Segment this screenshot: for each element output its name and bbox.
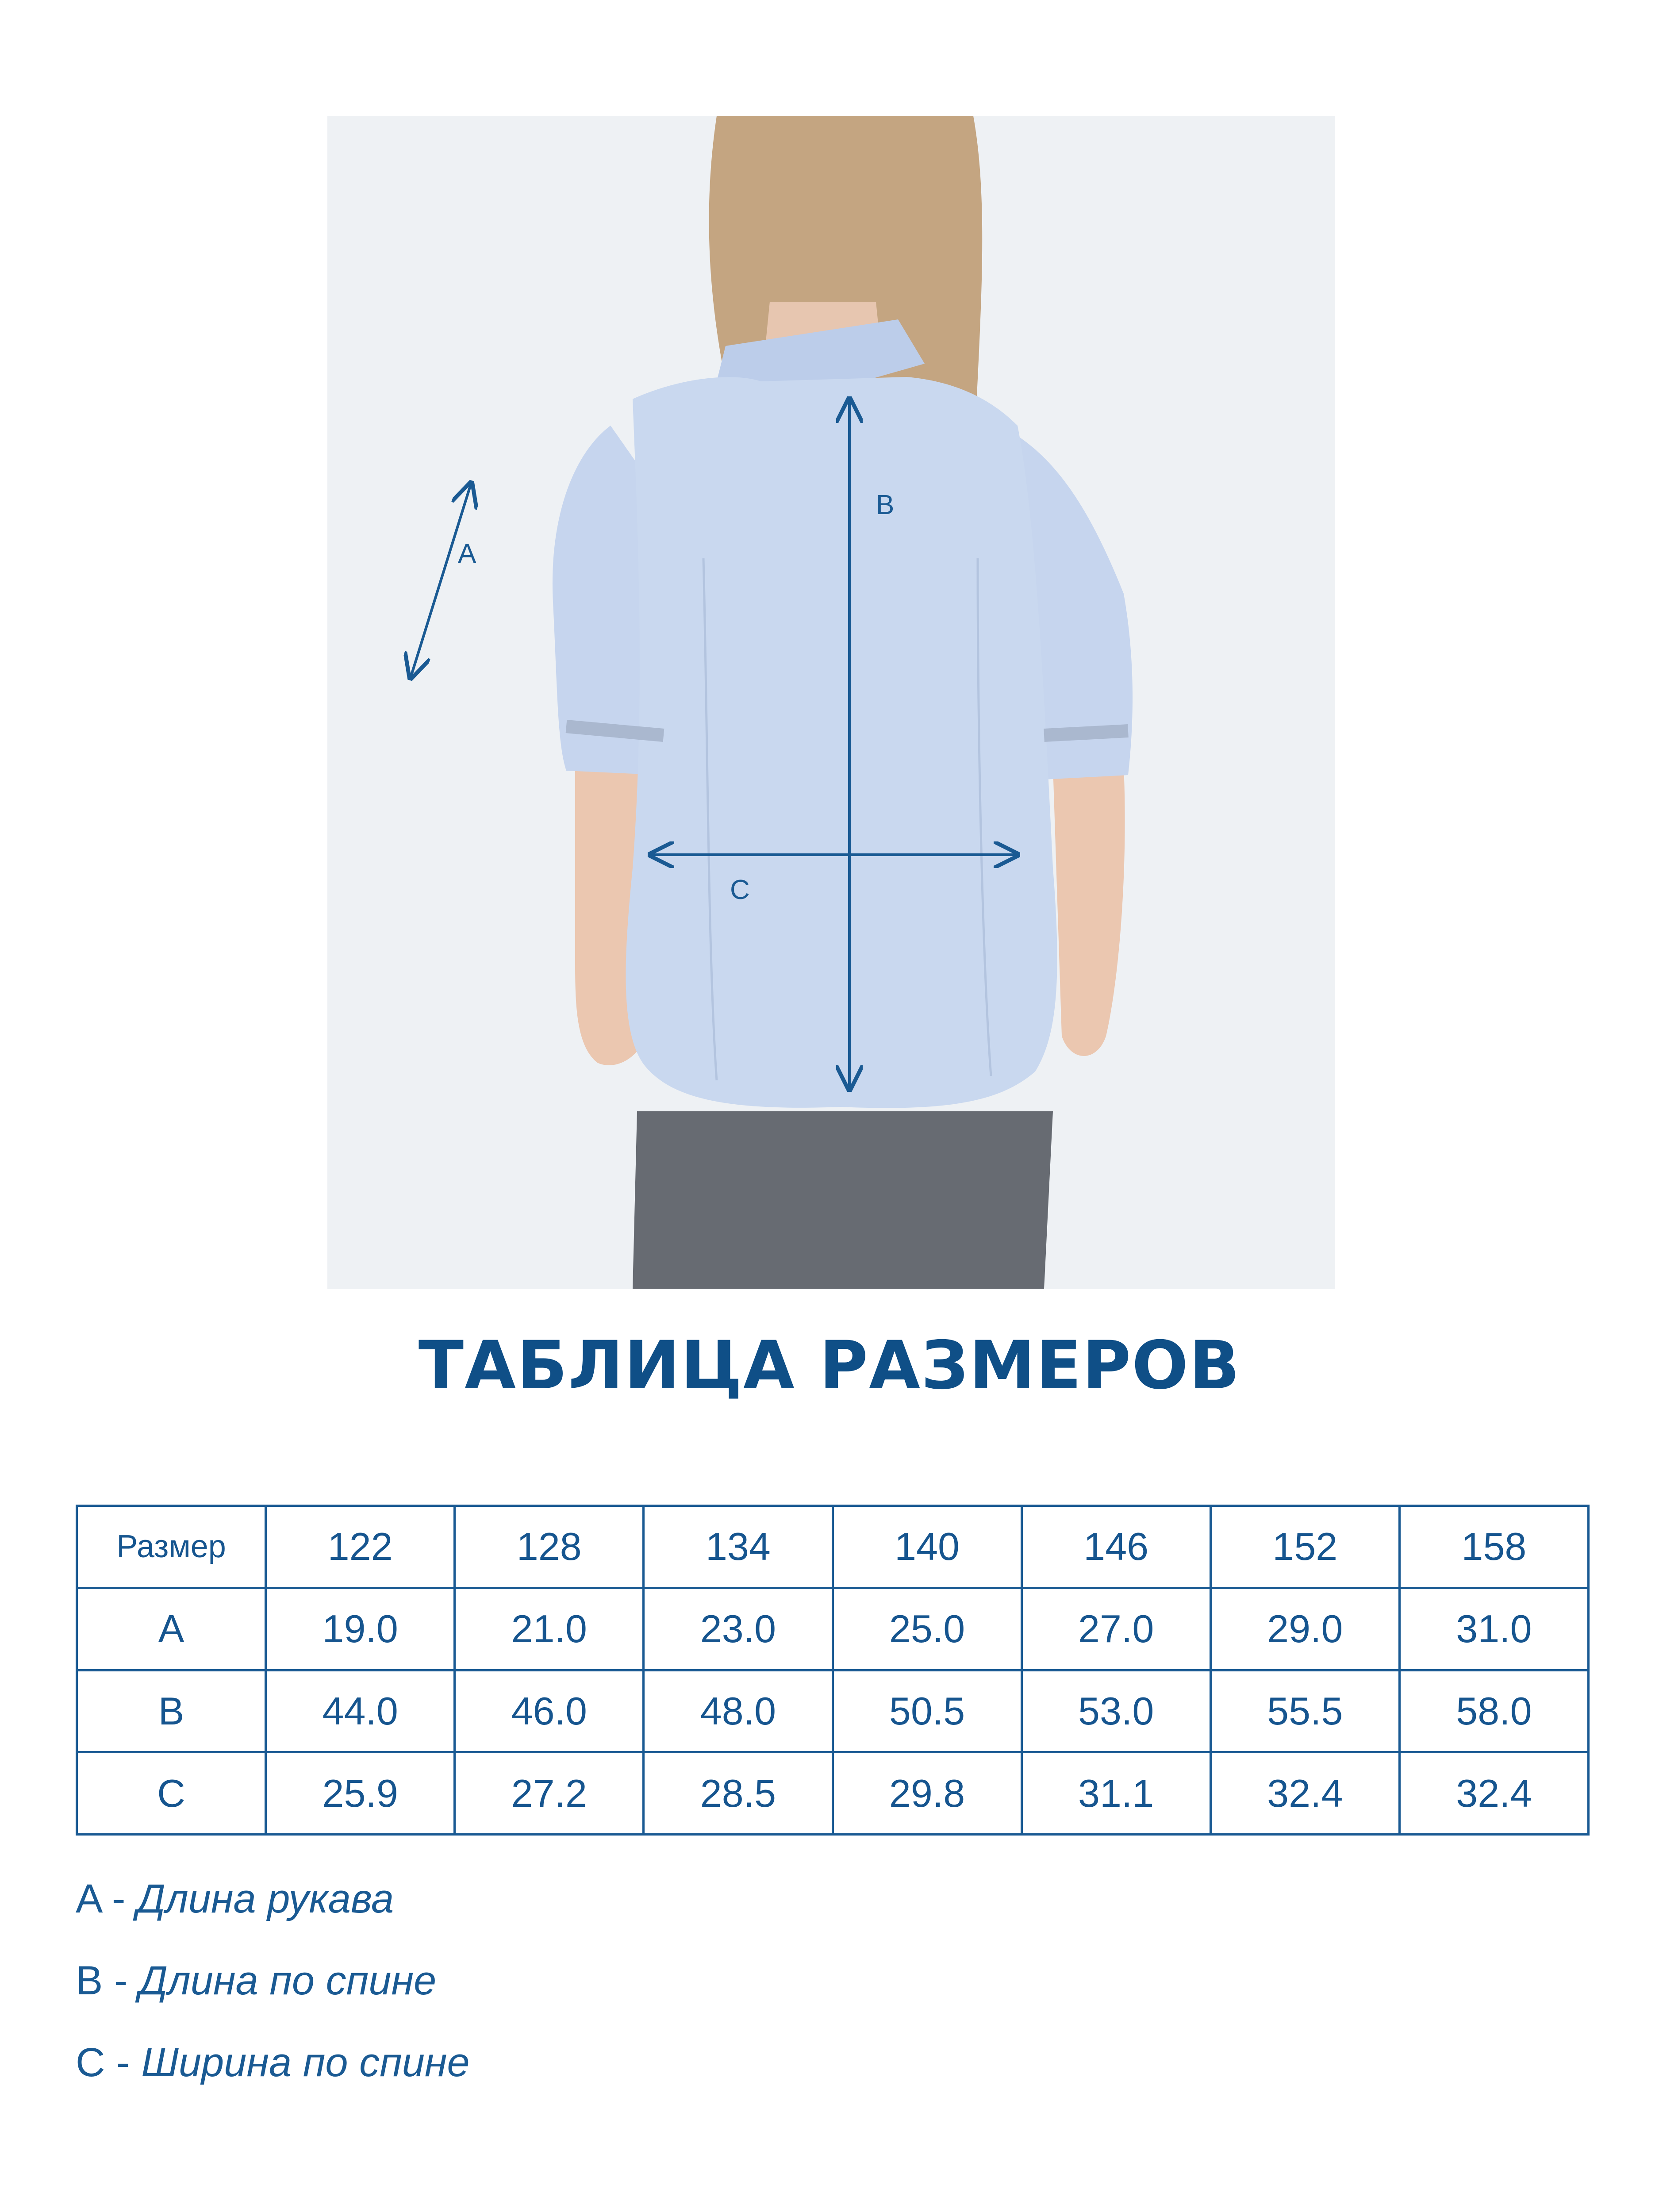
value-cell: 48.0 <box>644 1670 833 1752</box>
size-cell: 152 <box>1210 1506 1399 1588</box>
value-cell: 44.0 <box>266 1670 455 1752</box>
value-cell: 32.4 <box>1210 1752 1399 1835</box>
size-table-title: ТАБЛИЦА РАЗМЕРОВ <box>418 1327 1241 1404</box>
blouse-back-illustration <box>327 116 1335 1289</box>
value-cell: 27.2 <box>455 1752 644 1835</box>
size-cell: 134 <box>644 1506 833 1588</box>
legend-text: Длина рукава <box>137 1876 394 1921</box>
value-cell: 50.5 <box>833 1670 1022 1752</box>
table-row <box>77 1752 1589 1835</box>
value-cell: 19.0 <box>266 1588 455 1670</box>
measure-b-label: B <box>876 490 895 520</box>
legend-item-c <box>76 2039 470 2086</box>
value-cell: 21.0 <box>455 1588 644 1670</box>
right-arm <box>1053 766 1125 1056</box>
value-cell: 53.0 <box>1022 1670 1210 1752</box>
value-cell: 23.0 <box>644 1588 833 1670</box>
legend-item-b <box>76 1958 436 2004</box>
size-table <box>76 1505 1590 1836</box>
legend-key: C - <box>76 2040 130 2085</box>
table-row <box>77 1670 1589 1752</box>
size-cell: 158 <box>1399 1506 1588 1588</box>
skirt-shape <box>633 1111 1053 1289</box>
value-cell: 29.8 <box>833 1752 1022 1835</box>
value-cell: 29.0 <box>1210 1588 1399 1670</box>
size-cell: 122 <box>266 1506 455 1588</box>
value-cell: 32.4 <box>1399 1752 1588 1835</box>
measure-a-arrow <box>411 483 471 678</box>
legend-text: Ширина по спине <box>141 2040 470 2085</box>
right-cuff-trim <box>1044 731 1128 735</box>
measure-c-label: C <box>730 875 750 905</box>
left-cuff-trim <box>566 726 664 735</box>
measure-a-label: A <box>458 538 476 569</box>
legend-item-a <box>76 1876 394 1922</box>
row-label-cell: C <box>77 1752 266 1835</box>
value-cell: 31.0 <box>1399 1588 1588 1670</box>
value-cell: 46.0 <box>455 1670 644 1752</box>
row-label-cell: B <box>77 1670 266 1752</box>
value-cell: 28.5 <box>644 1752 833 1835</box>
value-cell: 27.0 <box>1022 1588 1210 1670</box>
legend-key: A - <box>76 1876 126 1921</box>
value-cell: 25.0 <box>833 1588 1022 1670</box>
row-label-cell: A <box>77 1588 266 1670</box>
legend-key: B - <box>76 1958 128 2003</box>
value-cell: 31.1 <box>1022 1752 1210 1835</box>
value-cell: 25.9 <box>266 1752 455 1835</box>
size-cell: 140 <box>833 1506 1022 1588</box>
value-cell: 55.5 <box>1210 1670 1399 1752</box>
size-cell: 146 <box>1022 1506 1210 1588</box>
size-cell: 128 <box>455 1506 644 1588</box>
value-cell: 58.0 <box>1399 1670 1588 1752</box>
product-photo <box>327 116 1335 1289</box>
table-row <box>77 1588 1589 1670</box>
table-header-row <box>77 1506 1589 1588</box>
header-label-cell: Размер <box>77 1506 266 1588</box>
legend-text: Длина по спине <box>139 1958 437 2003</box>
shirt-body <box>626 377 1057 1108</box>
